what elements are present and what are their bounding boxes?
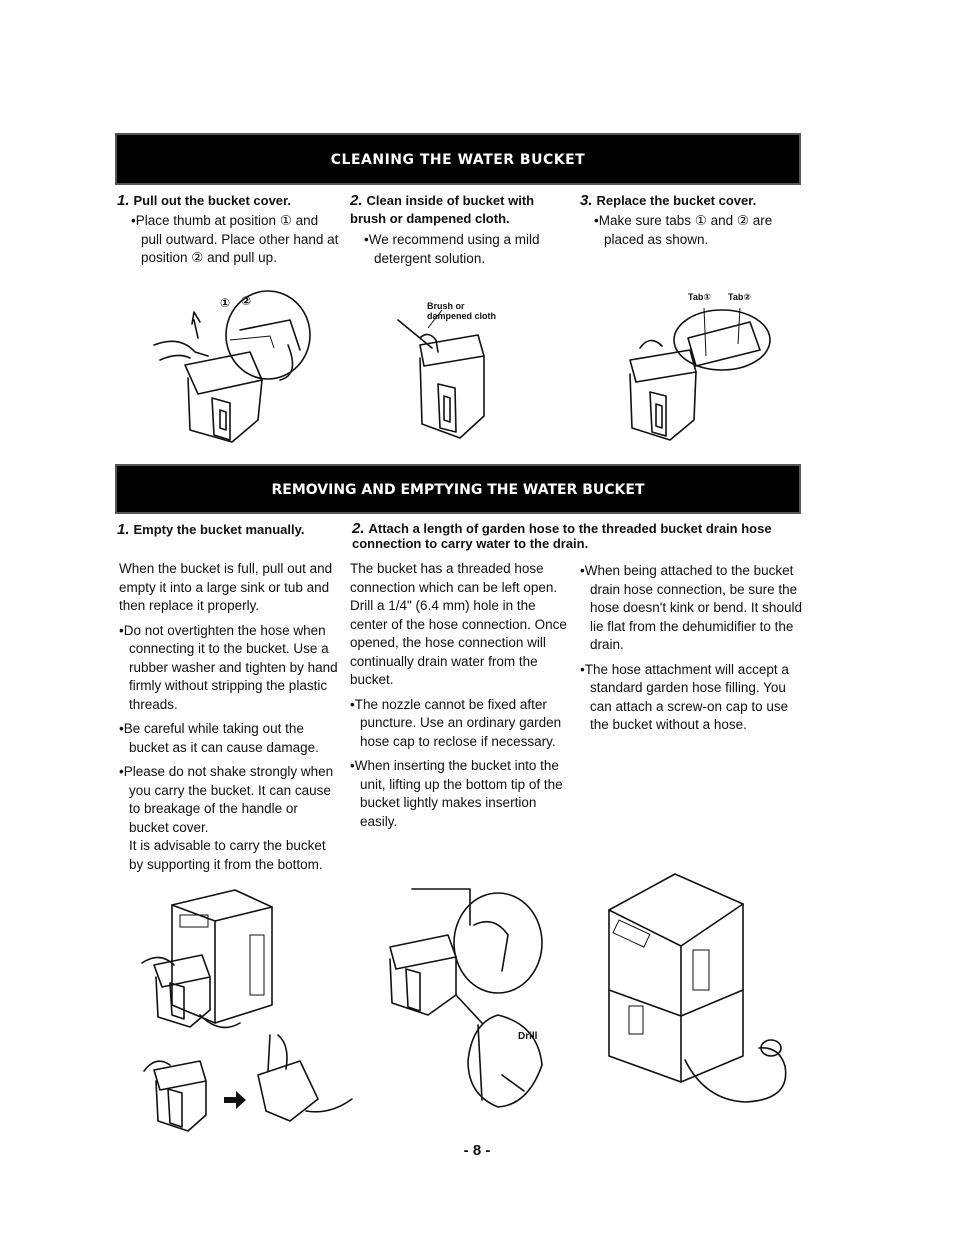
section-title-cleaning: CLEANING THE WATER BUCKET	[115, 133, 801, 185]
brush-cleaning-illustration	[380, 300, 510, 445]
cleaning-step-2-heading: 2. Clean inside of bucket with brush or dampened cloth.	[350, 192, 535, 226]
removing-step-2-heading: 2. Attach a length of garden hose to the threaded bucket drain hose connection to carry water to the drain.	[352, 520, 772, 551]
removing-step-1-heading: 1. Empty the bucket manually.	[117, 521, 305, 538]
removing-step-2-text-right: • When being attached to the bucket drain hose connection, be sure the hose doesn't kink or bend. It should lie flat from the dehumidifier to the drain. • The hose attachment will accept a standard garden hose filling. You can attach a screw-on cap to use the bucket without a hose.	[580, 562, 805, 741]
drill-label: Drill	[518, 1031, 538, 1042]
position-2-label: ②	[241, 294, 252, 308]
dehumidifier-hose-illustration	[595, 870, 795, 1115]
cleaning-step-2-text: • We recommend using a mild detergent solution.	[364, 231, 564, 274]
replace-cover-illustration	[610, 300, 780, 445]
cleaning-step-1-heading: 1. Pull out the bucket cover.	[117, 192, 291, 209]
cleaning-step-3-text: • Make sure tabs ① and ② are placed as shown.	[594, 212, 794, 255]
position-1-label: ①	[220, 296, 231, 310]
drill-hole-illustration	[378, 885, 558, 1115]
cleaning-step-3-heading: 3. Replace the bucket cover.	[580, 192, 757, 209]
tab-2-label: Tab②	[728, 292, 751, 302]
removing-step-1-text: When the bucket is full, pull out and empty it into a large sink or tub and then replace it properly. • Do not overtighten the hose when connecting it to the bucket. Use a rubber washer and tighten by hand firmly without stripping the plastic threads. • Be careful while taking out the bucket as it can cause damage. • Please do not shake strongly when you carry the bucket. It can cause to breakage of the handle or bucket cover. It is advisable to carry the bucket by supporting it from the bottom.	[119, 560, 341, 874]
cleaning-step-1-text: • Place thumb at position ① and pull outward. Place other hand at position ② and pull up.	[131, 212, 341, 274]
removing-step-2-text-left: The bucket has a threaded hose connection which can be left open. Drill a 1/4" (6.4 mm) hole in the center of the hose connection. Once opened, the hose connection will continually drain water from the bucket. • The nozzle cannot be fixed after puncture. Use an ordinary garden hose cap to reclose if necessary. • When inserting the bucket into the unit, lifting up the bottom tip of the bucket lightly makes insertion easily.	[350, 560, 575, 837]
page-number: - 8 -	[463, 1142, 491, 1159]
empty-bucket-illustration	[140, 885, 360, 1140]
pull-cover-illustration	[150, 290, 320, 450]
section-title-removing: REMOVING AND EMPTYING THE WATER BUCKET	[115, 464, 801, 514]
brush-label: Brush or dampened cloth	[427, 301, 497, 321]
tab-1-label: Tab①	[688, 292, 711, 302]
